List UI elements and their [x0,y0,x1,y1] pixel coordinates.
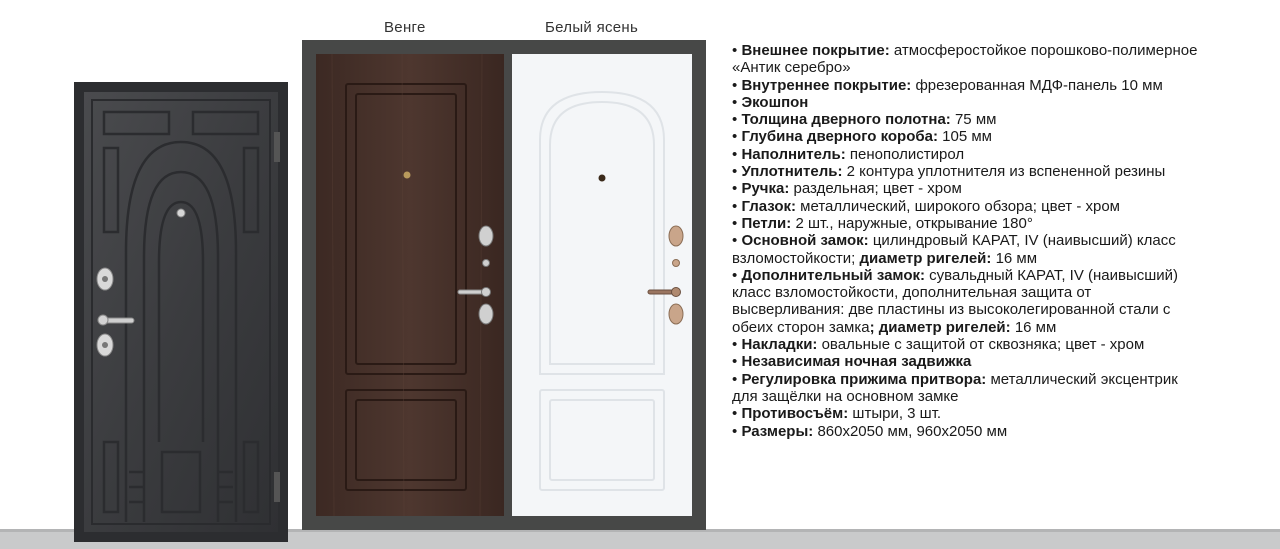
variant-label-wenge: Венге [384,19,426,36]
spec-item: • Дополнительный замок: сувальдный КАРАТ, IV (наивысший) класс взломостойкости, дополнительная защита от высверливания: две пластины из высоколегированной стали с обеих сторон замка; диаметр ригелей: 16 мм [732,266,1179,336]
spec-label: Независимая ночная задвижка [741,353,972,371]
spec-value: штыри, 3 шт. [852,405,942,423]
interior-door-image [302,40,706,530]
spec-item: • Основной замок: цилиндровый КАРАТ, IV (наивысший) класс взломостойкости; диаметр ригелей: 16 мм [732,232,1176,267]
variant-label-white-ash: Белый ясень [545,19,639,36]
spec-label: Наполнитель: [741,145,846,163]
spec-item: • Уплотнитель: 2 контура уплотнителя из вспененной резины [732,163,1166,181]
spec-label: Глубина дверного короба: [741,128,938,146]
spec-item: • Накладки: овальные с защитой от сквозняка; цвет - хром [732,336,1145,354]
spec-item: • Глазок: металлический, широкого обзора; цвет - хром [732,197,1120,215]
spec-label: Ручка: [741,180,790,198]
spec-item: • Размеры: 860х2050 мм, 960х2050 мм [732,422,1008,440]
spec-item: • Внутреннее покрытие: фрезерованная МДФ-панель 10 мм [732,76,1163,94]
spec-value: цилиндровый КАРАТ, IV (наивысший) класс взломостойкости; [732,232,1176,267]
spec-value: 860х2050 мм, 960х2050 мм [817,422,1008,440]
spec-label: Регулировка прижима притвора: [741,370,987,388]
spec-item: • Толщина дверного полотна: 75 мм [732,111,997,129]
exterior-door-image [74,82,288,542]
spec-value: пенополистирол [849,145,965,163]
spec-value: овальные с защитой от сквозняка; цвет - хром [821,336,1145,354]
spec-value: 105 мм [942,128,992,146]
spec-item: • Петли: 2 шт., наружные, открывание 180° [732,214,1033,232]
spec-value-secondary: 16 мм [995,249,1038,267]
spec-item: • Противосъём: штыри, 3 шт. [732,405,942,423]
spec-label: Размеры: [741,422,814,440]
spec-item: • Ручка: раздельная; цвет - хром [732,180,962,198]
spec-label-secondary: диаметр ригелей: [859,249,992,267]
spec-label: Внутреннее покрытие: [741,76,912,94]
spec-item: • Регулировка прижима притвора: металлический эксцентрик для защёлки на основном замке [732,370,1178,405]
spec-label: Внешнее покрытие: [741,42,890,59]
spec-value-secondary: 16 мм [1014,318,1057,336]
spec-value: атмосферостойкое порошково-полимерное «Антик серебро» [732,42,1198,77]
spec-value: металлический, широкого обзора; цвет - хром [800,197,1120,215]
spec-label: Петли: [741,214,792,232]
spec-label: Основной замок: [741,232,869,250]
spec-item: • Внешнее покрытие: атмосферостойкое порошково-полимерное «Антик серебро» [732,42,1198,77]
spec-label: Дополнительный замок: [741,266,925,284]
spec-value: раздельная; цвет - хром [793,180,962,198]
spec-list [732,42,1202,440]
spec-value: фрезерованная МДФ-панель 10 мм [915,76,1163,94]
spec-value: металлический эксцентрик для защёлки на основном замке [732,370,1178,405]
spec-value: сувальдный КАРАТ, IV (наивысший) класс взломостойкости, дополнительная защита от высверливания: две пластины из высоколегированной стали с обеих сторон замка [732,266,1179,336]
spec-item: • Экошпон [732,93,809,111]
spec-value: 75 мм [954,111,997,129]
spec-value: 2 шт., наружные, открывание 180° [795,214,1033,232]
spec-item: • Глубина дверного короба: 105 мм [732,128,992,146]
spec-label: Уплотнитель: [741,163,843,181]
spec-item: • Наполнитель: пенополистирол [732,145,965,163]
spec-label-secondary: ; диаметр ригелей: [869,318,1011,336]
spec-label: Накладки: [741,336,818,354]
spec-value: 2 контура уплотнителя из вспененной резины [846,163,1166,181]
spec-label: Глазок: [741,197,796,215]
spec-label: Экошпон [741,93,809,111]
spec-item: • Независимая ночная задвижка [732,353,972,371]
spec-label: Толщина дверного полотна: [741,111,951,129]
spec-label: Противосъём: [741,405,849,423]
